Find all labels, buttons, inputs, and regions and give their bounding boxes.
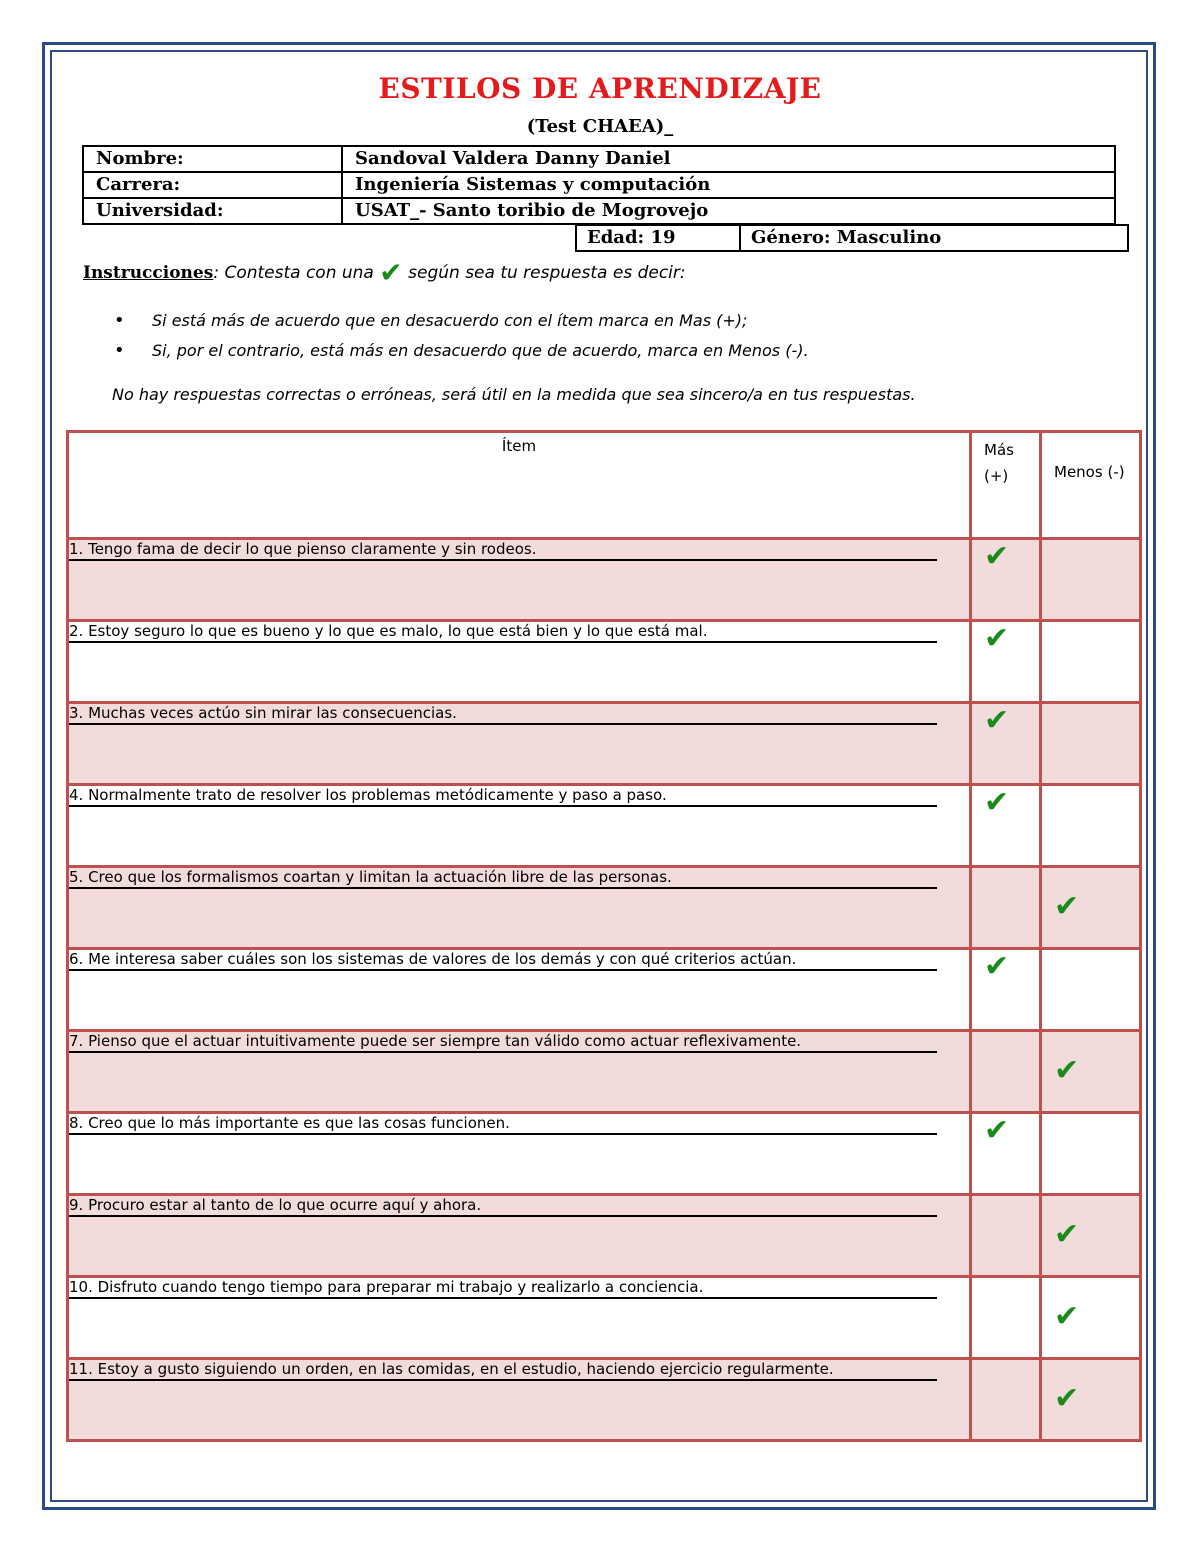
info-row-carrera bbox=[83, 172, 1115, 198]
bullet-item: • Si está más de acuerdo que en desacuerdo con el ítem marca en Mas (+); bbox=[112, 306, 809, 336]
instructions bbox=[83, 256, 686, 289]
item-text-cell bbox=[68, 1359, 971, 1441]
checkmark-icon: ✔ bbox=[984, 621, 1010, 656]
nombre-value: Sandoval Valdera Danny Daniel bbox=[342, 146, 1115, 172]
menos-cell[interactable] bbox=[1041, 867, 1141, 949]
table-row bbox=[68, 867, 1141, 949]
item-text: 3. Muchas veces actúo sin mirar las consecuencias. bbox=[69, 704, 937, 725]
mas-cell[interactable] bbox=[971, 539, 1041, 621]
item-text-cell bbox=[68, 1195, 971, 1277]
table-row bbox=[68, 1277, 1141, 1359]
table-row bbox=[68, 539, 1141, 621]
checkmark-icon: ✔ bbox=[984, 539, 1010, 574]
mas-cell[interactable] bbox=[971, 1031, 1041, 1113]
mas-cell[interactable] bbox=[971, 949, 1041, 1031]
item-text-cell bbox=[68, 1031, 971, 1113]
questionnaire-table bbox=[66, 430, 1142, 1442]
item-text-cell bbox=[68, 621, 971, 703]
menos-cell[interactable] bbox=[1041, 539, 1141, 621]
instructions-note: No hay respuestas correctas o erróneas, será útil en la medida que sea sincero/a en tus respuestas. bbox=[112, 385, 916, 404]
item-text-cell bbox=[68, 703, 971, 785]
carrera-label: Carrera: bbox=[83, 172, 342, 198]
checkmark-icon: ✔ bbox=[1054, 889, 1080, 924]
checkmark-icon: ✔ bbox=[1054, 1299, 1080, 1334]
checkmark-icon: ✔ bbox=[984, 785, 1010, 820]
table-row bbox=[68, 1195, 1141, 1277]
checkmark-icon: ✔ bbox=[1054, 1053, 1080, 1088]
menos-cell[interactable] bbox=[1041, 1359, 1141, 1441]
menos-cell[interactable] bbox=[1041, 621, 1141, 703]
checkmark-icon: ✔ bbox=[1054, 1217, 1080, 1252]
menos-cell[interactable] bbox=[1041, 949, 1141, 1031]
item-text: 4. Normalmente trato de resolver los problemas metódicamente y paso a paso. bbox=[69, 786, 937, 807]
instructions-text-after: según sea tu respuesta es decir: bbox=[408, 263, 686, 283]
menos-cell[interactable] bbox=[1041, 785, 1141, 867]
menos-cell[interactable] bbox=[1041, 703, 1141, 785]
item-text-cell bbox=[68, 1277, 971, 1359]
checkmark-icon: ✔ bbox=[379, 256, 403, 289]
item-text: 11. Estoy a gusto siguiendo un orden, en las comidas, en el estudio, haciendo ejercicio regularmente. bbox=[69, 1360, 937, 1381]
item-text-cell bbox=[68, 867, 971, 949]
page-title: ESTILOS DE APRENDIZAJE bbox=[378, 72, 822, 105]
item-text: 8. Creo que lo más importante es que las cosas funcionen. bbox=[69, 1114, 937, 1135]
item-text-cell bbox=[68, 785, 971, 867]
info-row-universidad bbox=[83, 198, 1115, 224]
menos-cell[interactable] bbox=[1041, 1031, 1141, 1113]
table-row bbox=[68, 949, 1141, 1031]
checkmark-icon: ✔ bbox=[984, 1113, 1010, 1148]
checkmark-icon: ✔ bbox=[984, 703, 1010, 738]
mas-cell[interactable] bbox=[971, 621, 1041, 703]
mas-cell[interactable] bbox=[971, 1277, 1041, 1359]
table-row bbox=[68, 703, 1141, 785]
checkmark-icon: ✔ bbox=[1054, 1381, 1080, 1416]
table-row bbox=[68, 785, 1141, 867]
header-menos: Menos (-) bbox=[1041, 432, 1141, 539]
age-gender-table bbox=[575, 224, 1129, 252]
header-item: Ítem bbox=[68, 432, 971, 539]
mas-cell[interactable] bbox=[971, 785, 1041, 867]
item-text: 10. Disfruto cuando tengo tiempo para preparar mi trabajo y realizarlo a conciencia. bbox=[69, 1278, 937, 1299]
mas-cell[interactable] bbox=[971, 703, 1041, 785]
nombre-label: Nombre: bbox=[83, 146, 342, 172]
item-text-cell bbox=[68, 949, 971, 1031]
mas-cell[interactable] bbox=[971, 1359, 1041, 1441]
item-text: 7. Pienso que el actuar intuitivamente puede ser siempre tan válido como actuar reflexivamente. bbox=[69, 1032, 937, 1053]
item-text: 2. Estoy seguro lo que es bueno y lo que es malo, lo que está bien y lo que está mal. bbox=[69, 622, 937, 643]
bullet-item: • Si, por el contrario, está más en desacuerdo que de acuerdo, marca en Menos (-). bbox=[112, 336, 809, 366]
item-text-cell bbox=[68, 539, 971, 621]
mas-cell[interactable] bbox=[971, 1195, 1041, 1277]
menos-cell[interactable] bbox=[1041, 1113, 1141, 1195]
item-text: 1. Tengo fama de decir lo que pienso claramente y sin rodeos. bbox=[69, 540, 937, 561]
item-text: 6. Me interesa saber cuáles son los sistemas de valores de los demás y con qué criterios actúan. bbox=[69, 950, 937, 971]
instructions-label: Instrucciones bbox=[83, 263, 214, 283]
menos-cell[interactable] bbox=[1041, 1277, 1141, 1359]
info-row-nombre bbox=[83, 146, 1115, 172]
item-text: 5. Creo que los formalismos coartan y limitan la actuación libre de las personas. bbox=[69, 868, 937, 889]
carrera-value: Ingeniería Sistemas y computación bbox=[342, 172, 1115, 198]
student-info-table bbox=[82, 145, 1116, 225]
instructions-text-before: : Contesta con una bbox=[213, 263, 374, 283]
item-text-cell bbox=[68, 1113, 971, 1195]
instruction-bullets bbox=[112, 306, 809, 366]
table-row bbox=[68, 621, 1141, 703]
header-mas: Más (+) bbox=[971, 432, 1041, 539]
table-row bbox=[68, 1359, 1141, 1441]
table-header-row bbox=[68, 432, 1141, 539]
genero-cell: Género: Masculino bbox=[740, 225, 1128, 251]
page-subtitle: (Test CHAEA)_ bbox=[526, 116, 674, 137]
universidad-label: Universidad: bbox=[83, 198, 342, 224]
checkmark-icon: ✔ bbox=[984, 949, 1010, 984]
universidad-value: USAT_- Santo toribio de Mogrovejo bbox=[342, 198, 1115, 224]
menos-cell[interactable] bbox=[1041, 1195, 1141, 1277]
item-text: 9. Procuro estar al tanto de lo que ocurre aquí y ahora. bbox=[69, 1196, 937, 1217]
table-row bbox=[68, 1113, 1141, 1195]
mas-cell[interactable] bbox=[971, 1113, 1041, 1195]
edad-cell: Edad: 19 bbox=[576, 225, 740, 251]
table-row bbox=[68, 1031, 1141, 1113]
mas-cell[interactable] bbox=[971, 867, 1041, 949]
